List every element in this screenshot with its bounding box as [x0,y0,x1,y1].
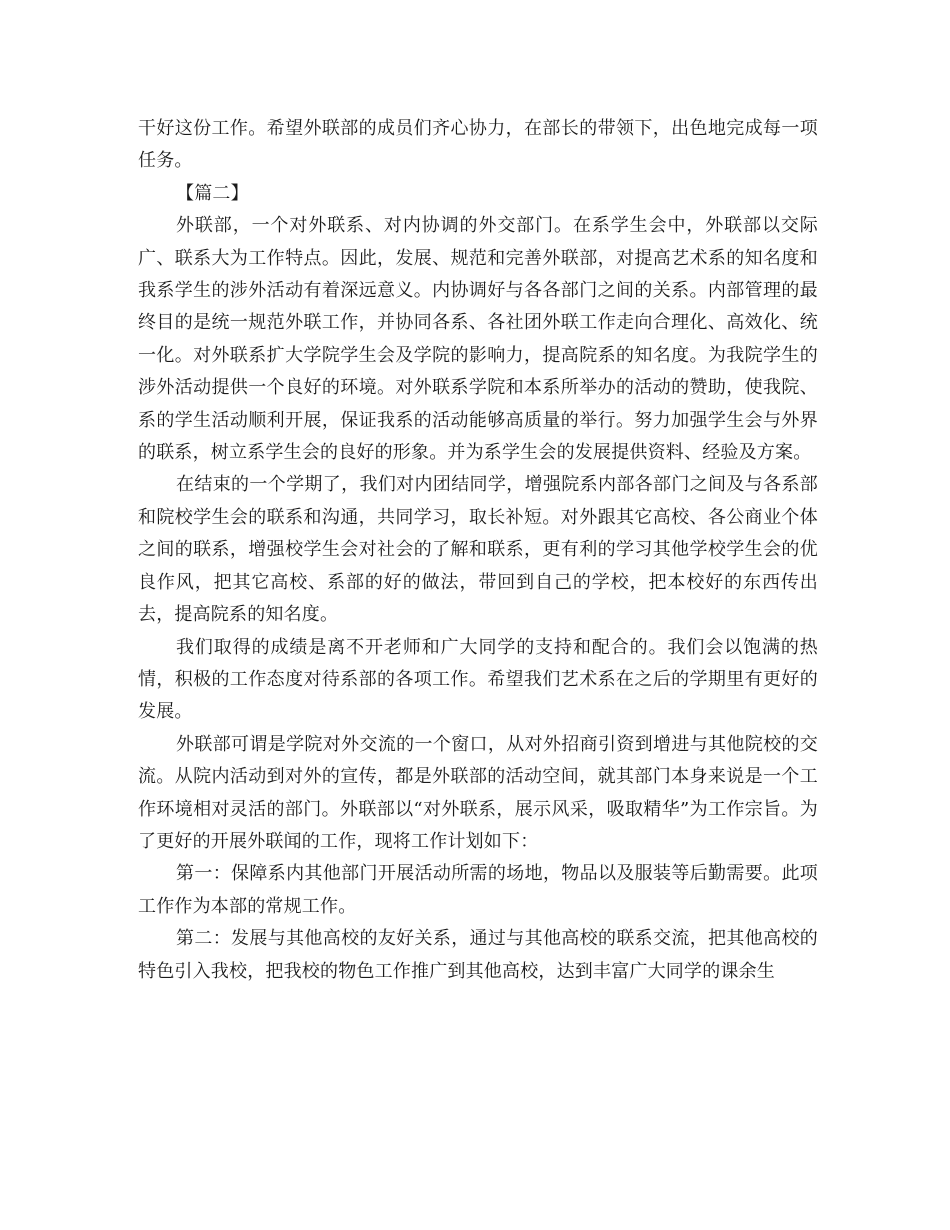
paragraph: 在结束的一个学期了，我们对内团结同学，增强院系内部各部门之间及与各系部和院校学生会的联系和沟通，共同学习，取长补短。对外跟其它高校、各公商业个体之间的联系，增强校学生会对社会的了解和联系，更有利的学习其他学校学生会的优良作风，把其它高校、系部的好的做法，带回到自己的学校，把本校好的东西传出去，提高院系的知名度。 [138,474,818,626]
section-heading: 【篇二】 [176,182,249,204]
paragraph: 外联部可谓是学院对外交流的一个窗口，从对外招商引资到增进与其他院校的交流。从院内活动到对外的宣传，都是外联部的活动空间，就其部门本身来说是一个工作环境相对灵活的部门。外联部以“对外联系，展示风采，吸取精华”为工作宗旨。为了更好的开展外联闻的工作，现将工作计划如下： [138,733,818,852]
paragraph: 外联部，一个对外联系、对内协调的外交部门。在系学生会中，外联部以交际广、联系大为工作特点。因此，发展、规范和完善外联部，对提高艺术系的知名度和我系学生的涉外活动有着深远意义。内协调好与各各部门之间的关系。内部管理的最终目的是统一规范外联工作，并协同各系、各社团外联工作走向合理化、高效化、统一化。对外联系扩大学院学生会及学院的影响力，提高院系的知名度。为我院学生的涉外活动提供一个良好的环境。对外联系学院和本系所举办的活动的赞助，使我院、系的学生活动顺利开展，保证我系的活动能够高质量的举行。努力加强学生会与外界的联系，树立系学生会的良好的形象。并为系学生会的发展提供资料、经验及方案。 [138,215,818,464]
paragraph-continuation: 干好这份工作。希望外联部的成员们齐心协力，在部长的带领下，出色地完成每一项任务。 [138,118,818,172]
paragraph: 第一：保障系内其他部门开展活动所需的场地，物品以及服装等后勤需要。此项工作作为本部的常规工作。 [138,863,818,917]
paragraph: 我们取得的成绩是离不开老师和广大同学的支持和配合的。我们会以饱满的热情，积极的工作态度对待系部的各项工作。希望我们艺术系在之后的学期里有更好的发展。 [138,636,818,723]
paragraph: 第二：发展与其他高校的友好关系，通过与其他高校的联系交流，把其他高校的特色引入我校，把我校的物色工作推广到其他高校，达到丰富广大同学的课余生 [138,928,818,982]
document-body [138,113,818,988]
